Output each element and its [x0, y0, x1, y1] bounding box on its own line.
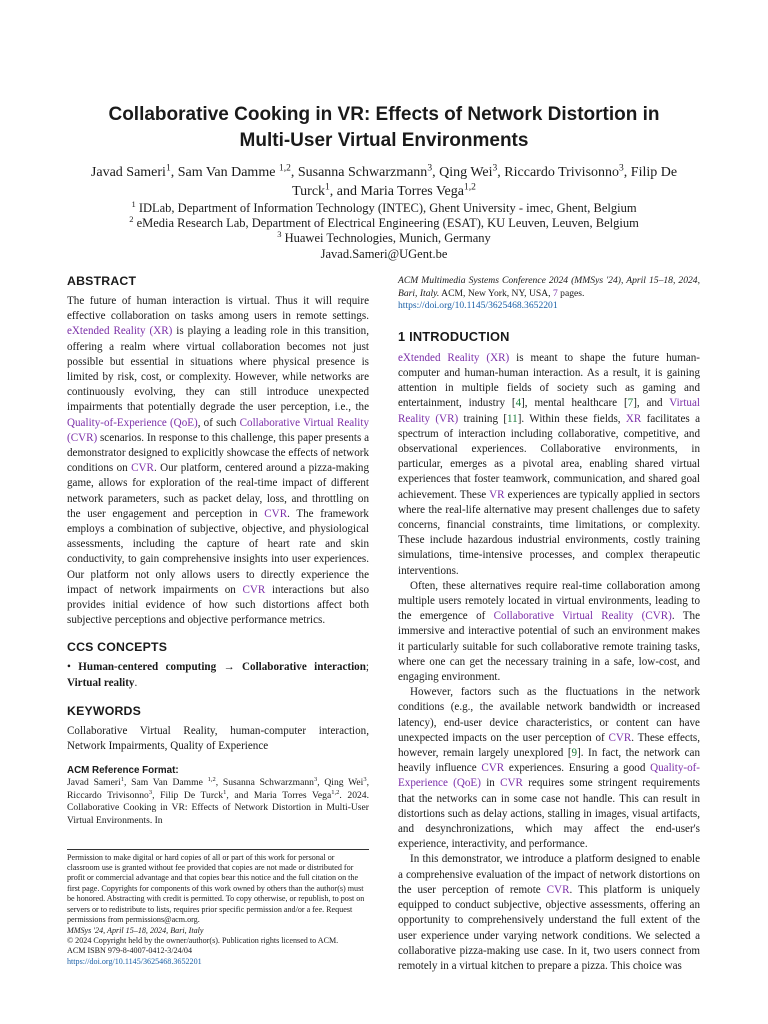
author: , and Maria Torres Vega	[329, 184, 464, 199]
abstract-text: The future of human interaction is virtual. Thus it will require effective collaboration on tasks among users in remote settings. eXtended Reality (XR) is playing a leading role in this transition, offering a realm where virtual collaboration becomes not just possible but essential in situations where physical presence is limited by risk, cost, or complexity. However, while networks are continuously evolving, they can still introduce unexpected impairments that potentially degrade the user perception, i.e., the Quality-of-Experience (QoE), of such Collaborative Virtual Reality (CVR) scenarios. In response to this challenge, this paper presents a demonstrator designed to explicitly showcase the effects of network conditions on CVR. Our platform, centered around a pizza-making game, allows for exploration of the real-time impact of different network parameters, such as packet delay, loss, and throttling on the user engagement and perception in CVR. The framework employs a combination of subjective, objective, and physiological assessments, including the capture of heart rate and skin conductivity, to gain comprehensive insights into user experiences. Our platform not only allows users to directly experience the impact of network impairments on CVR interactions but also provides initial evidence of how such distortions affect both subjective perceptions and objective performance metrics.	[67, 295, 370, 627]
right-column	[398, 275, 700, 974]
citation-link[interactable]: 7	[627, 397, 634, 410]
abstract-heading: ABSTRACT	[67, 274, 137, 288]
author: , Qing Wei	[432, 165, 493, 180]
author: , Riccardo Trivisonno	[497, 165, 620, 180]
acronym-link[interactable]: Collaborative Virtual Reality (CVR)	[493, 610, 672, 623]
acronym-link[interactable]: CVR	[608, 731, 632, 744]
left-column	[67, 273, 369, 967]
author: Javad Sameri	[90, 165, 166, 180]
citation-link[interactable]: 4	[515, 397, 522, 410]
acronym-link[interactable]: VR	[489, 488, 505, 501]
intro-heading: 1 INTRODUCTION	[398, 328, 510, 344]
reference-doi-link[interactable]: https://doi.org/10.1145/3625468.3652201	[398, 300, 558, 312]
keywords-heading: KEYWORDS	[67, 703, 142, 718]
citation-link[interactable]: 11	[507, 412, 518, 425]
affiliation-1: $^1$ IDLab, Department of Information Technology (INTEC), Ghent University - imec, Ghent, Belgium	[131, 198, 637, 215]
affil-marker: 1,2	[463, 182, 476, 193]
isbn-line: ACM ISBN 979-8-4007-0412-3/24/04	[67, 946, 193, 956]
keywords-text: Collaborative Virtual Reality, human-computer interaction, Network Impairments, Quality of Experience	[67, 724, 369, 753]
affil-marker: 1,2	[278, 163, 291, 174]
intro-paragraph-4: In this demonstrator, we introduce a platform designed to enable a comprehensive evaluation of the impact of network distortions on the user perception of remote CVR. This platform is uniquely equipped to conduct subjective, objective assessments, offering an opportunity to comprehensively understand the full extent of the user experience under varying network conditions. We selected a collaborative pizza-making use case. In it, two users connect from remotely in a virtual kitchen to prepare a pizza. This choice was	[398, 853, 700, 972]
page-count-link[interactable]: 7	[552, 287, 558, 299]
author: , Sam Van Damme	[170, 165, 279, 180]
acronym-link[interactable]: CVR	[546, 883, 570, 896]
affil-marker: 3	[427, 163, 433, 174]
acronym-link[interactable]: Quality-of-Experience (QoE)	[67, 416, 198, 429]
acronym-link[interactable]: eXtended Reality (XR)	[67, 325, 173, 338]
acronym-link[interactable]: Quality-of-Experience (QoE)	[398, 762, 700, 790]
contact-email[interactable]: Javad.Sameri@UGent.be	[320, 246, 448, 261]
author-list	[70, 163, 698, 201]
acronym-link[interactable]: CVR	[500, 777, 523, 790]
affil-marker: 1	[325, 182, 330, 193]
intro-paragraph-2: Often, these alternatives require real-time collaboration among multiple users remotely located in virtual environments, leading to the emergence of Collaborative Virtual Reality (CVR). The immersive and interactive potential of such an environment makes it particularly suitable for such collaborative remote training tasks, where one can get the necessary training in a safe, low-cost, and engaging environment.	[398, 579, 701, 684]
acronym-link[interactable]: CVR	[264, 507, 288, 520]
affil-marker: 3	[492, 163, 498, 174]
intro-paragraph-1: eXtended Reality (XR) is meant to shape the future human-computer and human-human interaction. As a result, it is gaining attention in multiple fields of society such as gaming and entertainment, industry [4], mental healthcare [7], and Virtual Reality (VR) training [11]. Within these fields, XR facilitates a spectrum of interaction including collaborative, competitive, and observational experiences. Collaborative environments, in particular, emerges as a pivotal area, enabling shared virtual experiences that foster teamwork, communication, and shared goal achievement. These VR experiences are typically applied in sectors where the real-life alternative may present challenges due to safety concerns, financial constraints, time limitations, or complexity. These include hazardous industrial environments, costly training simulations, time-intensive processes, and complex therapeutic interventions.	[398, 351, 700, 577]
acronym-link[interactable]: Virtual Reality (VR)	[398, 397, 700, 425]
affiliations	[60, 198, 708, 262]
acronym-link[interactable]: CVR	[242, 583, 266, 596]
title-line-1: Collaborative Cooking in VR: Effects of Network Distortion in	[108, 104, 660, 125]
footnote-divider	[67, 849, 369, 850]
permission-notice	[67, 853, 369, 967]
acronym-link[interactable]: CVR	[131, 462, 154, 475]
citation-link[interactable]: 9	[571, 747, 578, 760]
copyright-line: © 2024 Copyright held by the owner/author(s). Publication rights licensed to ACM.	[67, 935, 339, 945]
affiliation-3: $^3$ Huawei Technologies, Munich, Germany	[277, 229, 491, 246]
doi-link[interactable]: https://doi.org/10.1145/3625468.3652201	[67, 956, 202, 966]
acm-reference: ACM Reference Format: Javad Sameri$^1$, Sam Van Damme $^{1,2}$, Susanna Schwarzmann$^3$, Qing Wei$^3$, Riccardo Trivisonno$^3$, Filip De Turck$^1$, and Maria Torres Vega$^{1,2}$. 2024. Collaborative Cooking in VR: Effects of Network Distortion in Multi-User Virtual Environments. In	[67, 765, 369, 827]
acm-ref-heading: ACM Reference Format:	[67, 765, 179, 777]
intro-paragraph-3: However, factors such as the fluctuations in the network conditions (e.g., the available network bandwidth or increased latency), end-user device characteristics, or content can have unexpected impacts on the user perception of CVR. These effects, however, remain largely unexplored [9]. In fact, the network can heavily influence CVR experiences. Ensuring a good Quality-of-Experience (QoE) in CVR requires some stringent requirements that the networks can in some case not handle. This can result in distortions such as delay actions, stalling in images, visual artifacts, and desynchronizations, which may affect the end-user's experience, interactivity, and performance.	[398, 686, 700, 851]
paper-title	[40, 102, 728, 154]
author: , Susanna Schwarzmann	[290, 165, 428, 180]
acronym-link[interactable]: Collaborative Virtual Reality (CVR)	[67, 416, 369, 444]
acronym-link[interactable]: CVR	[481, 762, 505, 775]
author: , Filip De Turck	[292, 165, 678, 199]
permission-text: Permission to make digital or hard copies of all or part of this work for personal or classroom use is granted without fee provided that copies are not made or distributed for profit or commercial advantage and that copies bear this notice and the full citation on the first page. Copyrights for components of this work owned by others than the author(s) must be honored. Abstracting with credit is permitted. To copy otherwise, or republish, to post on servers or to redistribute to lists, requires prior specific permission and/or a fee. Request permissions from permissions@acm.org.	[67, 852, 365, 925]
affiliation-2: $^2$ eMedia Research Lab, Department of Electrical Engineering (ESAT), KU Leuven, Leuven, Belgium	[129, 214, 639, 231]
ccs-concepts: • Human-centered computing → Collaborative interaction; Virtual reality.	[67, 661, 369, 689]
affil-marker: 3	[619, 163, 624, 174]
permission-venue: MMSys '24, April 15–18, 2024, Bari, Italy	[67, 925, 204, 935]
acronym-link[interactable]: eXtended Reality (XR)	[398, 351, 510, 364]
ccs-heading: CCS CONCEPTS	[67, 640, 168, 655]
affil-marker: 1	[165, 163, 171, 174]
acm-reference-cont: ACM Multimedia Systems Conference 2024 (MMSys '24), April 15–18, 2024, Bari, Italy. ACM, New York, NY, USA, 7 pages. https://doi.org/10.1145/3625468.3652201	[398, 275, 700, 312]
acronym-link[interactable]: XR	[625, 412, 642, 425]
title-line-2: Multi-User Virtual Environments	[239, 130, 529, 151]
